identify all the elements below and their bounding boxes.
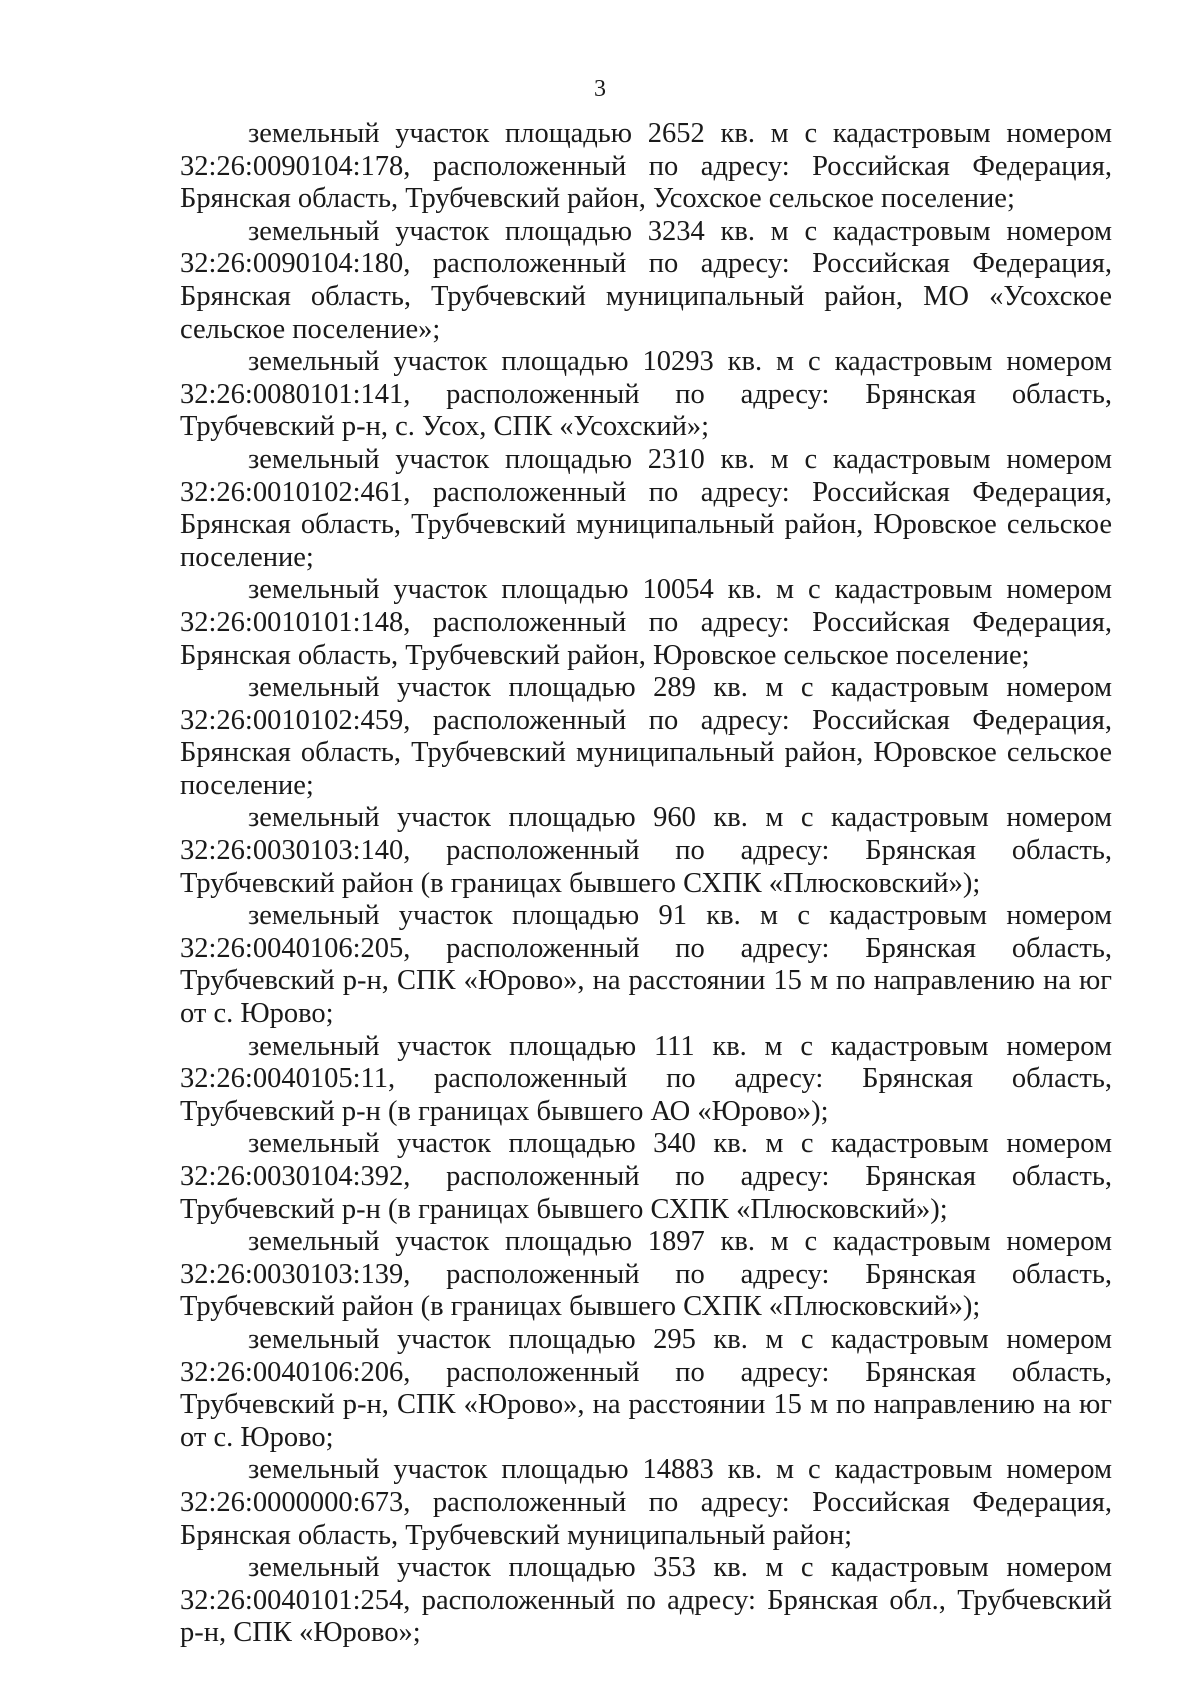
paragraph-land-plot-11: земельный участок площадью 1897 кв. м с кадастровым номером 32:26:0030103:139, расположенный по адресу: Брянская область, Трубчевский район (в границах бывшего СХПК «Плюсковский»);	[180, 1226, 1112, 1323]
paragraph-land-plot-10: земельный участок площадью 340 кв. м с кадастровым номером 32:26:0030104:392, расположенный по адресу: Брянская область, Трубчевский р-н (в границах бывшего СХПК «Плюсковский»);	[180, 1128, 1112, 1225]
paragraph-land-plot-5: земельный участок площадью 10054 кв. м с кадастровым номером 32:26:0010101:148, расположенный по адресу: Российская Федерация, Брянская область, Трубчевский район, Юровское сельское поселение;	[180, 574, 1112, 671]
paragraph-land-plot-9: земельный участок площадью 111 кв. м с кадастровым номером 32:26:0040105:11, расположенный по адресу: Брянская область, Трубчевский р-н (в границах бывшего АО «Юрово»);	[180, 1030, 1112, 1127]
page-number: 3	[594, 76, 606, 102]
paragraph-land-plot-6: земельный участок площадью 289 кв. м с кадастровым номером 32:26:0010102:459, расположенный по адресу: Российская Федерация, Брянская область, Трубчевский муниципальный район, Юровское сельское поселение;	[180, 672, 1112, 801]
paragraph-land-plot-13: земельный участок площадью 14883 кв. м с кадастровым номером 32:26:0000000:673, расположенный по адресу: Российская Федерация, Брянская область, Трубчевский муниципальный район;	[180, 1454, 1112, 1551]
paragraph-land-plot-3: земельный участок площадью 10293 кв. м с кадастровым номером 32:26:0080101:141, расположенный по адресу: Брянская область, Трубчевский р-н, с. Усох, СПК «Усохский»;	[180, 346, 1112, 443]
paragraph-land-plot-4: земельный участок площадью 2310 кв. м с кадастровым номером 32:26:0010102:461, расположенный по адресу: Российская Федерация, Брянская область, Трубчевский муниципальный район, Юровское сельское поселение;	[180, 443, 1112, 573]
paragraph-land-plot-12: земельный участок площадью 295 кв. м с кадастровым номером 32:26:0040106:206, расположенный по адресу: Брянская область, Трубчевский р-н, СПК «Юрово», на расстоянии 15 м по направлению на юг от с. Юрово;	[180, 1323, 1112, 1453]
paragraph-land-plot-2: земельный участок площадью 3234 кв. м с кадастровым номером 32:26:0090104:180, расположенный по адресу: Российская Федерация, Брянская область, Трубчевский муниципальный район, МО «Усохское сельское поселение»;	[180, 215, 1112, 345]
paragraph-land-plot-1: земельный участок площадью 2652 кв. м с кадастровым номером 32:26:0090104:178, расположенный по адресу: Российская Федерация, Брянская область, Трубчевский район, Усохское сельское поселение;	[180, 118, 1112, 215]
paragraph-land-plot-7: земельный участок площадью 960 кв. м с кадастровым номером 32:26:0030103:140, расположенный по адресу: Брянская область, Трубчевский район (в границах бывшего СХПК «Плюсковский»);	[180, 802, 1112, 899]
paragraph-land-plot-8: земельный участок площадью 91 кв. м с кадастровым номером 32:26:0040106:205, расположенный по адресу: Брянская область, Трубчевский р-н, СПК «Юрово», на расстоянии 15 м по направлению на юг от с. Юрово;	[180, 900, 1112, 1030]
paragraph-land-plot-14: земельный участок площадью 353 кв. м с кадастровым номером 32:26:0040101:254, расположенный по адресу: Брянская обл., Трубчевский р-н, СПК «Юрово»;	[180, 1552, 1112, 1649]
document-body	[180, 118, 1112, 1650]
